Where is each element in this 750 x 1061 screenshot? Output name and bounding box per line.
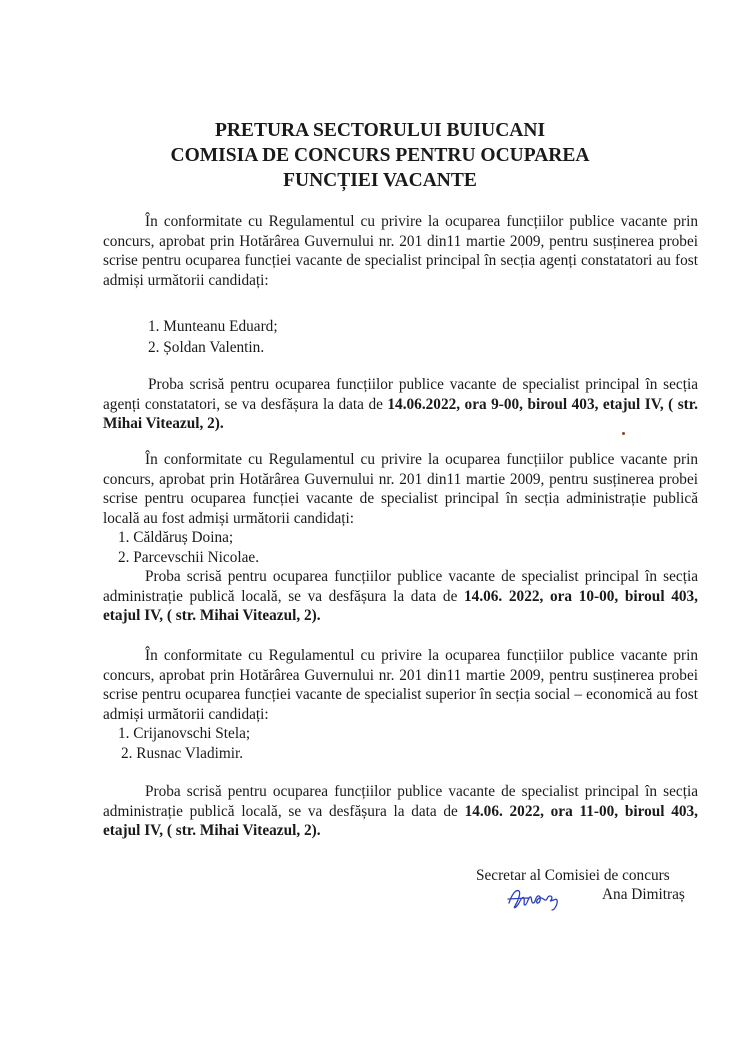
section-3-intro-text: În conformitate cu Regulamentul cu privire la ocuparea funcțiilor publice vacante prin concurs, aprobat prin Hotărârea Guvernului nr. 201 din11 martie 2009, pentru susținerea probei scrise pentru ocuparea funcției vacante de specialist superior în secția social – economică au fost admiși următorii candidați: (103, 647, 698, 723)
list-item: 2. Parcevschii Nicolae. (118, 548, 260, 566)
section-3-exam-text (103, 782, 698, 841)
list-item: 2. Șoldan Valentin. (148, 338, 265, 356)
exam-text: Proba scrisă pentru ocuparea funcțiilor publice vacante de specialist principal în secția administrație publică locală, se va desfășura la data de (103, 568, 698, 605)
section-2-exam (103, 567, 698, 626)
title-line-2: COMISIA DE CONCURS PENTRU OCUPAREA (170, 145, 590, 166)
section-1-intro (103, 212, 698, 290)
list-item: 1. Crijanovschi Stela; (118, 725, 251, 742)
section-2-candidate-list (118, 528, 259, 567)
section-3-intro (103, 646, 698, 724)
exam-details: 14.06.2022, ora 9-00, biroul 403, etajul IV, ( str. Mihai Viteazul, 2). (103, 395, 698, 433)
exam-text: Proba scrisă pentru ocuparea funcțiilor publice vacante de specialist principal în secția agenți constatatori, se va desfășura la data de (103, 376, 698, 413)
exam-text: Proba scrisă pentru ocuparea funcțiilor publice vacante de specialist principal în secția administrație publică locală, se va desfășura la data de (103, 783, 698, 820)
section-3-candidate-list (118, 724, 250, 763)
signature-block (476, 866, 700, 903)
signatory-name: Ana Dimitraș (602, 886, 685, 903)
section-1-intro-text: În conformitate cu Regulamentul cu privire la ocuparea funcțiilor publice vacante prin concurs, aprobat prin Hotărârea Guvernului nr. 201 din11 martie 2009, pentru susținerea probei scrise pentru ocuparea funcției vacante de specialist principal în secția agenți constatatori au fost admiși următorii candidați: (103, 213, 698, 289)
ink-speck (622, 432, 625, 435)
section-2-intro (103, 450, 698, 528)
section-2-exam-text (103, 567, 698, 626)
list-item: 1. Căldăruș Doina; (118, 529, 234, 546)
title-line-3: FUNCȚIEI VACANTE (283, 170, 477, 191)
exam-details: 14.06. 2022, ora 10-00, biroul 403, etajul IV, ( str. Mihai Viteazul, 2). (103, 587, 698, 625)
exam-details: 14.06. 2022, ora 11-00, biroul 403, etajul IV, ( str. Mihai Viteazul, 2). (103, 802, 698, 840)
section-3-exam (103, 782, 698, 841)
document-title (100, 118, 660, 193)
section-1-exam-text (103, 375, 698, 434)
list-item: 1. Munteanu Eduard; (148, 318, 278, 335)
list-item: 2. Rusnac Vladimir. (121, 744, 244, 762)
signatory-title: Secretar al Comisiei de concurs (476, 867, 670, 884)
handwritten-signature (506, 886, 568, 912)
section-1-exam (103, 375, 698, 434)
section-1-candidate-list (148, 317, 278, 358)
title-line-1: PRETURA SECTORULUI BUIUCANI (214, 120, 546, 141)
section-2-intro-text: În conformitate cu Regulamentul cu privire la ocuparea funcțiilor publice vacante prin concurs, aprobat prin Hotărârea Guvernului nr. 201 din11 martie 2009, pentru susținerea probei scrise pentru ocuparea funcției vacante de specialist principal în secția administrație publică locală au fost admiși următorii candidați: (103, 451, 698, 527)
